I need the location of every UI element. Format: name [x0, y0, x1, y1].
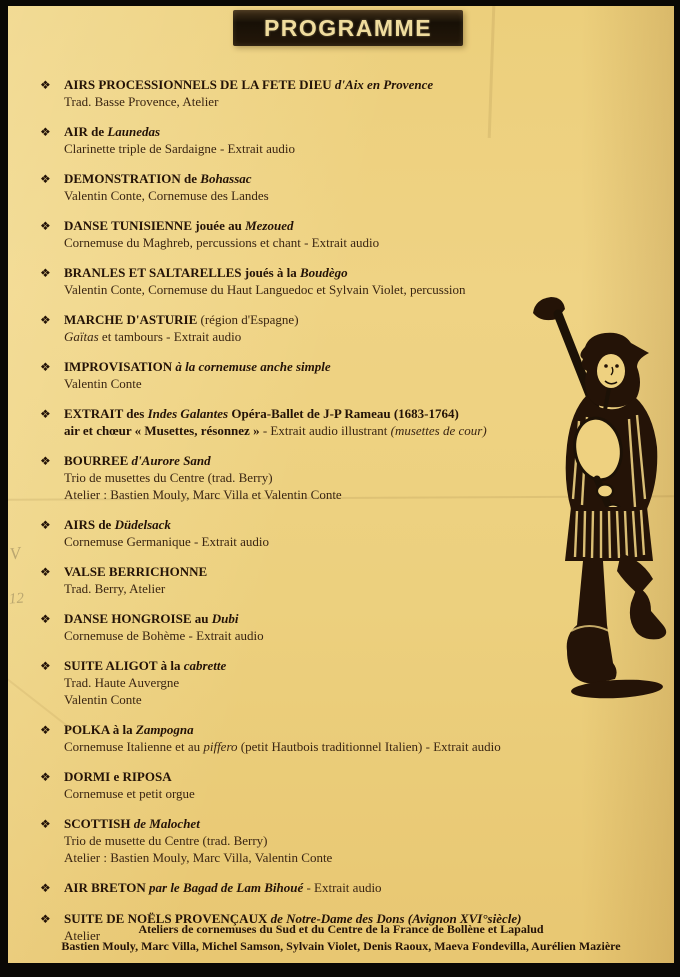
diamond-bullet-icon: ❖ [40, 723, 51, 737]
text-segment: de Malochet [133, 816, 200, 831]
program-item-content [64, 721, 608, 755]
text-segment: de Notre-Dame des Dons (Avignon XVI°siècle) [270, 911, 522, 926]
item-title [64, 721, 608, 738]
jester-bagpiper-illustration [525, 295, 674, 705]
diamond-bullet-icon: ❖ [40, 172, 51, 186]
pencil-mark: V [8, 543, 22, 564]
text-segment: Indes Galantes [147, 406, 229, 421]
text-segment: d'Aix en Provence [334, 77, 434, 92]
program-item-content [64, 879, 608, 896]
item-title [64, 76, 608, 93]
diamond-bullet-icon: ❖ [40, 266, 51, 280]
paper-sheet [8, 6, 674, 963]
diamond-bullet-icon: ❖ [40, 313, 51, 327]
text-segment: d'Aurore Sand [131, 453, 211, 468]
text-segment: Trad. Berry, Atelier [64, 581, 166, 596]
text-segment: (musettes de cour) [390, 423, 487, 438]
page-title: PROGRAMME [263, 14, 433, 41]
program-item [40, 721, 608, 755]
program-item [40, 657, 608, 708]
text-segment: cabrette [183, 658, 227, 673]
item-detail [64, 140, 608, 157]
text-segment: Launedas [107, 124, 161, 139]
text-segment: Valentin Conte, Cornemuse du Haut Languedoc et Sylvain Violet, percussion [64, 282, 466, 297]
program-item [40, 217, 608, 251]
diamond-bullet-icon: ❖ [40, 912, 51, 926]
text-segment: Valentin Conte [64, 376, 142, 391]
text-segment: AIRS PROCESSIONNELS DE LA FETE DIEU [64, 77, 335, 92]
text-segment: Düdelsack [114, 517, 171, 532]
text-segment: - Extrait audio [303, 880, 382, 895]
program-item-content [64, 76, 608, 110]
text-segment: Trad. Basse Provence, Atelier [64, 94, 219, 109]
text-segment: MARCHE D'ASTURIE [64, 312, 201, 327]
text-segment: Cornemuse Germanique - Extrait audio [64, 534, 270, 549]
text-segment: Dubi [211, 611, 239, 626]
text-segment: AIR BRETON [64, 880, 150, 895]
program-item [40, 123, 608, 157]
program-item [40, 452, 608, 503]
item-title [64, 264, 608, 281]
program-item-content [64, 170, 608, 204]
diamond-bullet-icon: ❖ [40, 360, 51, 374]
diamond-bullet-icon: ❖ [40, 881, 51, 895]
footer-credits [8, 921, 674, 955]
footer-line-1: Ateliers de cornemuses du Sud et du Centre de la France de Bollène et Lapalud [138, 922, 544, 936]
text-segment: SUITE ALIGOT à la [64, 658, 184, 673]
text-segment: SUITE DE NOËLS PROVENÇAUX [64, 911, 271, 926]
programme-title-banner [233, 10, 463, 46]
diamond-bullet-icon: ❖ [40, 659, 51, 673]
text-segment: Atelier : Bastien Mouly, Marc Villa et Valentin Conte [64, 487, 342, 502]
text-segment: SCOTTISH [64, 816, 134, 831]
text-segment: DANSE TUNISIENNE jouée au [64, 218, 246, 233]
text-segment: Trio de musettes du Centre (trad. Berry) [64, 470, 273, 485]
program-item-content [64, 123, 608, 157]
text-segment: DEMONSTRATION de [64, 171, 201, 186]
text-segment: et tambours - Extrait audio [98, 329, 242, 344]
text-segment: Cornemuse du Maghreb, percussions et chant - Extrait audio [64, 235, 380, 250]
text-segment: Valentin Conte, Cornemuse des Landes [64, 188, 269, 203]
text-segment: POLKA à la [64, 722, 136, 737]
diamond-bullet-icon: ❖ [40, 454, 51, 468]
item-title [64, 768, 608, 785]
item-detail [64, 187, 608, 204]
text-segment: Clarinette triple de Sardaigne - Extrait audio [64, 141, 296, 156]
item-title [64, 170, 608, 187]
text-segment: BOURREE [64, 453, 132, 468]
text-segment: Trio de musette du Centre (trad. Berry) [64, 833, 268, 848]
jester-face [597, 354, 625, 388]
text-segment: AIR de [64, 124, 108, 139]
text-segment: Bohassac [200, 171, 252, 186]
diamond-bullet-icon: ❖ [40, 219, 51, 233]
text-segment: - Extrait audio illustrant [259, 423, 391, 438]
text-segment: (région d'Espagne) [200, 312, 299, 327]
text-segment: DORMI e RIPOSA [64, 769, 172, 784]
program-item [40, 563, 608, 597]
program-item [40, 610, 608, 644]
program-item [40, 170, 608, 204]
diamond-bullet-icon: ❖ [40, 78, 51, 92]
text-segment: DANSE HONGROISE au [64, 611, 212, 626]
text-segment: Mezoued [245, 218, 294, 233]
program-item-content [64, 217, 608, 251]
program-item [40, 405, 608, 439]
diamond-bullet-icon: ❖ [40, 565, 51, 579]
item-title [64, 815, 608, 832]
text-segment: Cornemuse Italienne et au [64, 739, 204, 754]
item-detail [64, 234, 608, 251]
program-item [40, 879, 608, 897]
diamond-bullet-icon: ❖ [40, 612, 51, 626]
text-segment: air et chœur « Musettes, résonnez » [64, 423, 260, 438]
text-segment: (petit Hautbois traditionnel Italien) - Extrait audio [237, 739, 501, 754]
diamond-bullet-icon: ❖ [40, 125, 51, 139]
diamond-bullet-icon: ❖ [40, 770, 51, 784]
program-item [40, 358, 608, 392]
program-item [40, 311, 608, 345]
item-detail [64, 785, 608, 802]
text-segment: EXTRAIT des [64, 406, 148, 421]
program-item [40, 815, 608, 866]
footer-line-2: Bastien Mouly, Marc Villa, Michel Samson, Sylvain Violet, Denis Raoux, Maeva Fondevilla, Aurélien Mazière [61, 939, 621, 953]
program-item [40, 768, 608, 802]
item-title [64, 123, 608, 140]
program-item [40, 264, 608, 298]
item-title [64, 879, 608, 896]
text-segment: AIRS de [64, 517, 115, 532]
text-segment: Valentin Conte [64, 692, 142, 707]
program-item-content [64, 768, 608, 802]
text-segment: IMPROVISATION [64, 359, 176, 374]
text-segment: Boudègo [300, 265, 348, 280]
diamond-bullet-icon: ❖ [40, 518, 51, 532]
text-segment: BRANLES ET SALTARELLES joués à la [64, 265, 301, 280]
text-segment: Cornemuse de Bohème - Extrait audio [64, 628, 264, 643]
program-item-content [64, 264, 608, 298]
diamond-bullet-icon: ❖ [40, 407, 51, 421]
text-segment: Trad. Haute Auvergne [64, 675, 180, 690]
text-segment: Zampogna [135, 722, 194, 737]
item-detail [64, 832, 608, 849]
item-detail [64, 849, 608, 866]
program-item [40, 516, 608, 550]
text-segment: par le Bagad de Lam Bihoué [149, 880, 304, 895]
text-segment: Opéra-Ballet de J-P Rameau (1683-1764) [228, 406, 459, 421]
program-item [40, 76, 608, 110]
program-list [40, 76, 608, 944]
text-segment: piffero [203, 739, 238, 754]
text-segment: Gaïtas [64, 329, 99, 344]
item-detail [64, 738, 608, 755]
text-segment: Cornemuse et petit orgue [64, 786, 195, 801]
item-title [64, 217, 608, 234]
text-segment: Atelier [64, 928, 101, 943]
pencil-mark: 12 [8, 590, 25, 608]
text-segment: VALSE BERRICHONNE [64, 564, 208, 579]
jester-left-leg [567, 561, 617, 683]
jester-hand [597, 485, 613, 498]
text-segment: Atelier : Bastien Mouly, Marc Villa, Valentin Conte [64, 850, 333, 865]
diamond-bullet-icon: ❖ [40, 817, 51, 831]
program-item-content [64, 815, 608, 866]
text-segment: à la cornemuse anche simple [175, 359, 331, 374]
item-detail [64, 93, 608, 110]
